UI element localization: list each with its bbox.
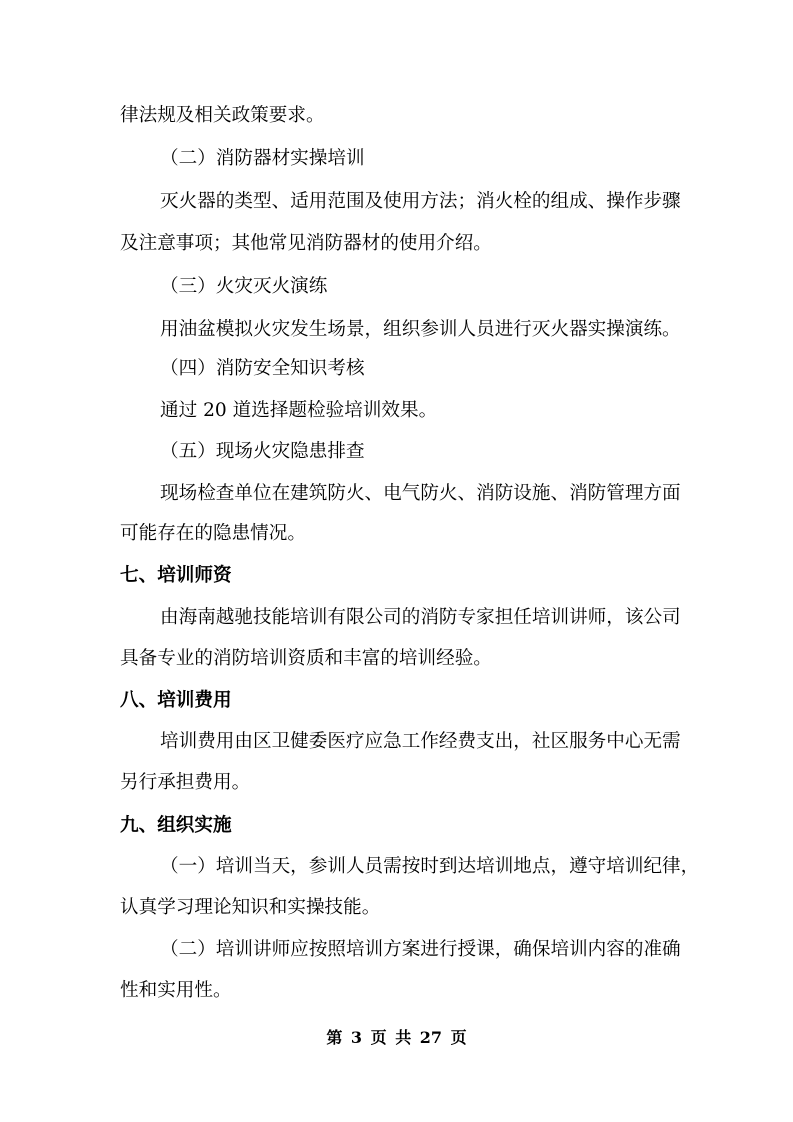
paragraph-line: 由海南越驰技能培训有限公司的消防专家担任培训讲师，该公司 <box>160 607 681 628</box>
paragraph-line: 用油盆模拟火灾发生场景，组织参训人员进行灭火器实操演练。 <box>160 319 681 340</box>
paragraph-line: 培训费用由区卫健委医疗应急工作经费支出，社区服务中心无需 <box>160 731 681 752</box>
section-heading-fees: 八、培训费用 <box>120 690 232 711</box>
paragraph-line: 现场检查单位在建筑防火、电气防火、消防设施、消防管理方面 <box>160 483 681 504</box>
paragraph-line: （一）培训当天，参训人员需按时到达培训地点，遵守培训纪律， <box>160 856 700 877</box>
subheading-hazard-check: （五）现场火灾隐患排查 <box>160 441 365 462</box>
subheading-safety-exam: （四）消防安全知识考核 <box>160 358 365 379</box>
paragraph-line: 另行承担费用。 <box>120 772 251 793</box>
section-heading-implementation: 九、组织实施 <box>120 815 232 836</box>
paragraph-line: （二）培训讲师应按照培训方案进行授课，确保培训内容的准确 <box>160 939 681 960</box>
paragraph-line: 律法规及相关政策要求。 <box>120 105 325 126</box>
paragraph-line: 可能存在的隐患情况。 <box>120 523 306 544</box>
subheading-fire-drill: （三）火灾灭火演练 <box>160 276 328 297</box>
subheading-equipment-training: （二）消防器材实操培训 <box>160 148 365 169</box>
page-number-footer: 第 3 页 共 27 页 <box>326 1028 467 1047</box>
paragraph-line: 通过 20 道选择题检验培训效果。 <box>160 400 438 421</box>
paragraph-line: 灭火器的类型、适用范围及使用方法；消火栓的组成、操作步骤 <box>160 191 681 212</box>
paragraph-line: 性和实用性。 <box>120 980 232 1001</box>
paragraph-line: 认真学习理论知识和实操技能。 <box>120 897 381 918</box>
section-heading-trainers: 七、培训师资 <box>120 565 232 586</box>
paragraph-line: 及注意事项；其他常见消防器材的使用介绍。 <box>120 233 492 254</box>
paragraph-line: 具备专业的消防培训资质和丰富的培训经验。 <box>120 648 492 669</box>
